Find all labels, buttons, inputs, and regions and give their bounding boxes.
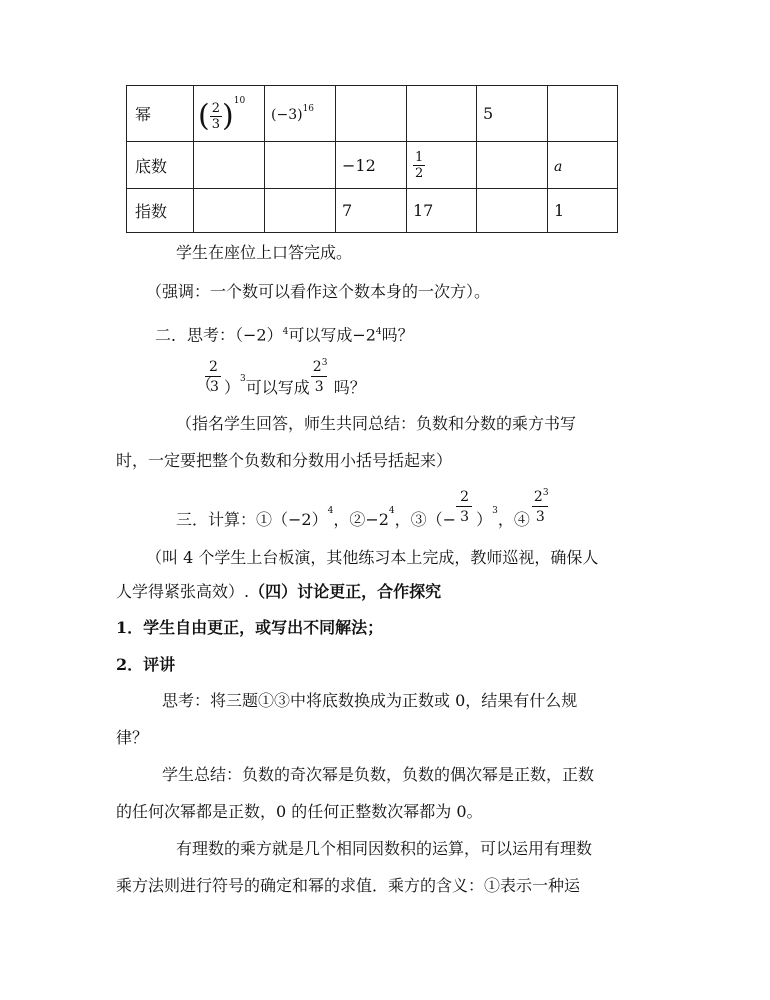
paragraph-line: 时，一定要把整个负数和分数用小括号括起来） <box>116 451 453 470</box>
paragraph-line: 1．学生自由更正，或写出不同解法； <box>116 618 384 637</box>
base-cell <box>265 142 336 189</box>
superscript: 4 <box>327 506 334 516</box>
paragraph-line <box>155 322 414 345</box>
exp-cell <box>194 189 265 233</box>
exp-cell <box>477 189 548 233</box>
superscript: 4 <box>375 327 382 337</box>
text-segment: 可以写成−2 <box>288 325 376 345</box>
base-cell <box>477 142 548 189</box>
denominator: 3 <box>314 379 324 395</box>
table-row <box>127 142 618 189</box>
cell-value: 1 <box>554 201 565 220</box>
text-segment: 吗？ <box>333 378 366 398</box>
text-segment: 二．思考：（−2） <box>155 325 283 345</box>
paragraph-line: 有理数的乘方就是几个相同因数积的运算，可以运用有理数 <box>176 839 593 858</box>
section-heading: （四）讨论更正，合作探究 <box>249 582 442 601</box>
superscript: 3 <box>240 374 246 384</box>
superscript: 3 <box>492 506 498 516</box>
text-segment: 可以写成 <box>245 378 310 398</box>
paragraph-line <box>116 582 441 602</box>
cell-value: 17 <box>413 201 434 220</box>
paragraph-line: 的任何次幂都是正数，0 的任何正整数次幂都为 0。 <box>116 802 483 821</box>
base-cell <box>407 142 477 189</box>
cell-value: 7 <box>342 201 353 220</box>
numerator: 1 <box>415 149 424 165</box>
cell-value: a <box>554 158 563 175</box>
denominator: 3 <box>535 509 545 525</box>
superscript: 4 <box>388 506 395 516</box>
base-cell <box>194 142 265 189</box>
power-cell <box>265 86 336 142</box>
base-cell <box>548 142 618 189</box>
row-label-base: 底数 <box>127 142 194 189</box>
numerator: 2 <box>312 359 322 375</box>
fraction <box>210 102 222 131</box>
paragraph-line: 学生总结：负数的奇次幂是负数，负数的偶次幂是正数，正数 <box>162 765 595 784</box>
base-cell <box>336 142 407 189</box>
exp-cell <box>407 189 477 233</box>
power-table <box>126 85 618 233</box>
cell-value: −12 <box>342 155 376 175</box>
power-cell <box>477 86 548 142</box>
denominator: 2 <box>415 165 424 181</box>
paragraph-line: （指名学生回答，师生共同总结：负数和分数的乘方书写 <box>176 414 577 433</box>
base-value: (−3) <box>271 107 303 123</box>
text-segment: 吗？ <box>381 325 414 345</box>
text-segment: ） <box>224 378 241 398</box>
text-segment: 三．计算：①（−2） <box>176 510 328 530</box>
power-cell: ( $\frac{2}{3}$ )$^{10}$ <box>194 86 265 142</box>
row-label-exponent: 指数 <box>127 189 194 233</box>
paragraph-line: 律？ <box>116 728 149 747</box>
superscript: 3 <box>321 358 328 368</box>
superscript: 3 <box>542 488 549 498</box>
paragraph-line: 学生在座位上口答完成。 <box>176 243 353 262</box>
exp-cell <box>265 189 336 233</box>
paragraph-line: 乘方法则进行符号的确定和幂的求值．乘方的含义：①表示一种运 <box>116 876 581 895</box>
cell-value: 5 <box>483 104 494 123</box>
paragraph-line: （强调：一个数可以看作这个数本身的一次方）。 <box>146 282 491 301</box>
power-cell <box>548 86 618 142</box>
text-segment: （ <box>196 375 213 394</box>
numerator: 2 <box>533 489 543 505</box>
text-segment: ，④ <box>497 510 530 530</box>
exp-cell <box>336 189 407 233</box>
superscript: 4 <box>282 327 289 337</box>
exp-cell <box>548 189 618 233</box>
text-segment: ，②−2 <box>333 510 389 530</box>
numerator: 2 <box>211 100 220 116</box>
fraction <box>413 151 425 180</box>
numerator: 2 <box>209 359 218 375</box>
power-cell <box>407 86 477 142</box>
table-row <box>127 86 618 142</box>
paragraph-line <box>196 357 366 397</box>
paragraph-line: （叫 4 个学生上台板演，其他练习本上完成，教师巡视，确保人 <box>146 548 599 567</box>
exponent: 16 <box>302 104 315 114</box>
denominator: 3 <box>210 379 219 395</box>
exponent: 10 <box>233 95 246 106</box>
denominator: 3 <box>211 116 220 132</box>
text-segment: 人学得紧张高效）. <box>116 582 250 601</box>
table-row <box>127 189 618 233</box>
power-cell <box>336 86 407 142</box>
text-segment: ） <box>476 510 493 530</box>
paragraph-line: 2．评讲 <box>116 655 176 674</box>
denominator: 3 <box>460 509 469 525</box>
text-segment: ，③（− <box>394 510 457 530</box>
row-label-power: 幂 <box>127 86 194 142</box>
paragraph-line <box>176 487 554 530</box>
numerator: 2 <box>460 489 469 505</box>
paragraph-line: 思考：将三题①③中将底数换成为正数或 0，结果有什么规 <box>162 691 578 710</box>
